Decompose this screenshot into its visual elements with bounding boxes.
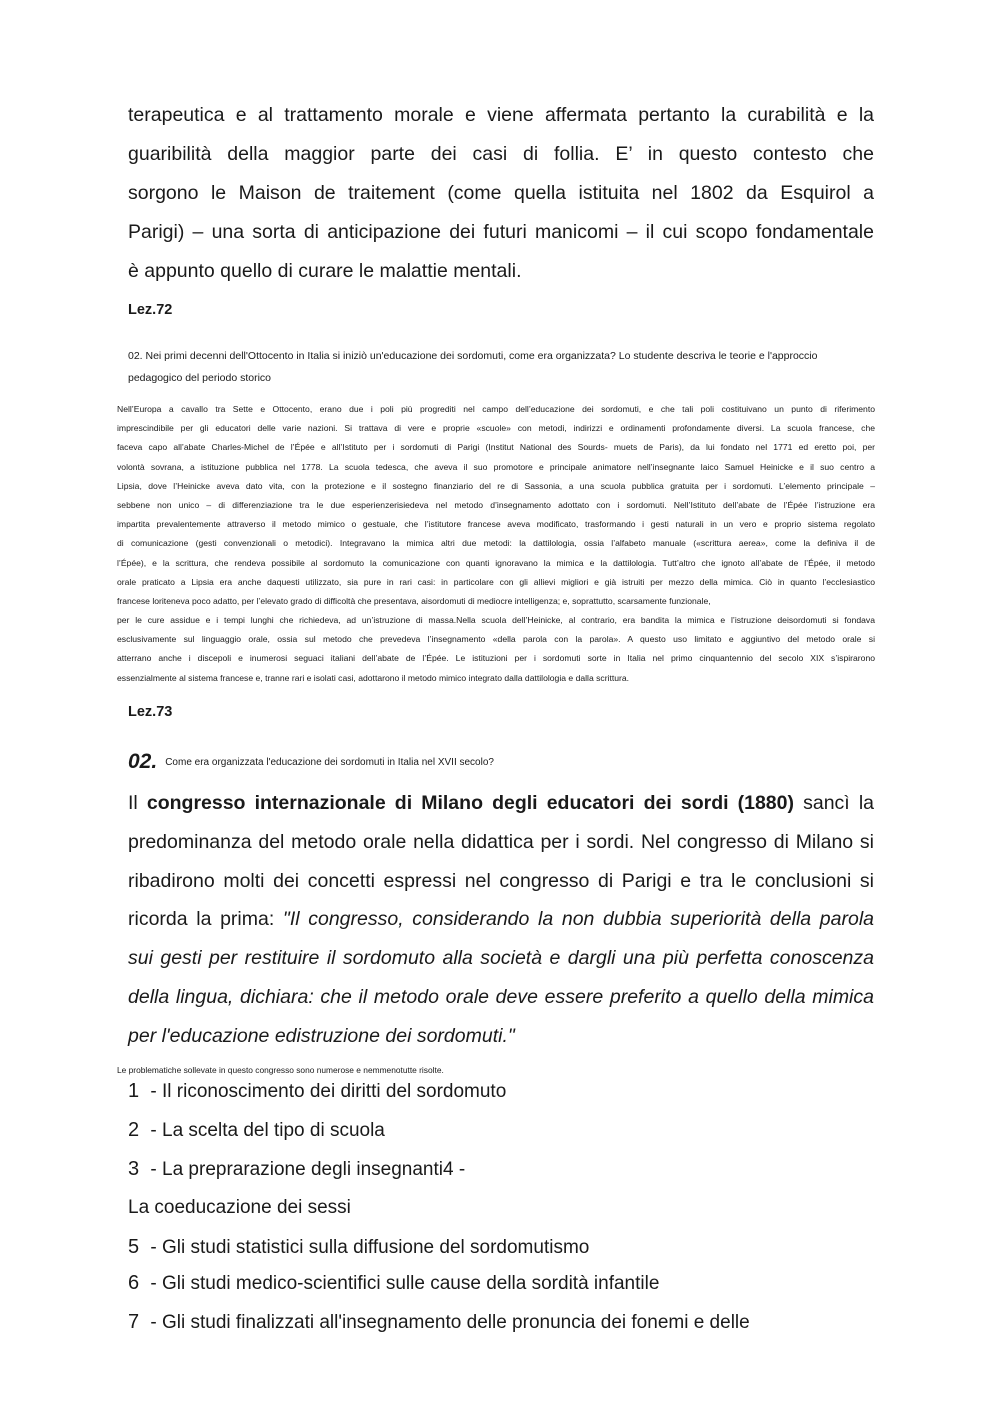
paragraph-line: guaribilità della maggior parte dei casi di follia. E’ in questo contesto che: [128, 143, 874, 165]
intro-paragraph: [128, 96, 874, 291]
answer-line: ricorda la prima: "Il congresso, considerando la non dubbia superiorità della parola: [128, 908, 874, 931]
lesson-73-answer: [128, 784, 874, 1056]
answer-line: atterrano anche i discepoli e inumerosi seguaci italiani dell’abate de l’Épée. Le istituzioni per i sordomuti sorte in Italia nel primo cinquantennio del secolo XIX s’ispirarono: [117, 653, 875, 664]
list-item: 6 - Gli studi medico-scientifici sulle cause della sordità infantile: [128, 1272, 660, 1294]
paragraph-line: sorgono le Maison de traitement (come quella istituita nel 1802 da Esquirol a: [128, 182, 874, 204]
lesson-heading-73: Lez.73: [128, 704, 173, 720]
answer-line: Lipsia, dove l’Heinicke aveva dato vita, con la protezione e il sostegno finanziario del re di Sassonia, a una scuola pubblica gratuita per i sordomuti. L’elemento principale –: [117, 480, 875, 491]
question-text: Come era organizzata l'educazione dei sordomuti in Italia nel XVII secolo?: [165, 757, 494, 768]
answer-line: francese loriteneva poco adatto, per l’elevato grado di difficoltà che presentava, aisordomuti di mediocre intelligenza; e, soprattutto, scarsamente funzionale,: [117, 595, 711, 606]
list-item: 3 - La preprarazione degli insegnanti4 -: [128, 1158, 466, 1180]
answer-line: predominanza del metodo orale nella didattica per i sordi. Nel congresso di Milano si: [128, 830, 874, 853]
question-line: pedagogico del periodo storico: [128, 372, 272, 384]
answer-line: orale praticato a Lipsia era anche daquesti utilizzato, sia pure in rari casi: in particolare con gli allievi migliori e già istruiti per mezzo della mimica. Ciò in quanto l’ecclesiastico: [117, 576, 875, 587]
list-item: 5 - Gli studi statistici sulla diffusione del sordomutismo: [128, 1236, 590, 1258]
answer-line: ribadirono molti dei concetti espressi nel congresso di Parigi e tra le conclusioni si: [128, 869, 874, 892]
answer-line: volontà sovrana, a istituzione pubblica nel 1778. La scuola tedesca, che aveva il suo promotore e principale animatore nell’insegnante laico Samuel Heinicke e il suo centro a: [117, 461, 875, 472]
lesson-73-question: [128, 750, 494, 774]
question-number: 02.: [128, 750, 158, 773]
quote-line: sui gesti per restituire il sordomuto alla società e dargli una più perfetta conoscenza: [128, 947, 874, 970]
congress-name: congresso internazionale di Milano degli educatori dei sordi (1880): [146, 792, 794, 814]
answer-line: di comunicazione (gesti convenzionali o metodici). Integravano la mimica altri due metodi: la dattilologia, ossia l’alfabeto manuale («scrittura aerea», come la definiva il de: [117, 538, 875, 549]
answer-line: impartita prevalentemente attraverso il metodo mimico o gestuale, che l’istitutore francese aveva modificato, trasformando i gesti naturali in un vero e proprio sistema regolato: [117, 519, 875, 530]
paragraph-line: terapeutica e al trattamento morale e viene affermata pertanto la curabilità e la: [128, 104, 874, 126]
paragraph-line: Parigi) – una sorta di anticipazione dei futuri manicomi – il cui scopo fondamentale: [128, 221, 874, 243]
list-item: 7 - Gli studi finalizzati all'insegnamento delle pronuncia dei fonemi e delle: [128, 1311, 750, 1333]
list-item: 1 - Il riconoscimento dei diritti del sordomuto: [128, 1080, 507, 1102]
answer-line: Nell’Europa a cavallo tra Sette e Ottocento, erano due i poli più progrediti nel campo dell’educazione dei sordomuti, e che tali poli costituivano un punto di riferimento: [117, 404, 875, 414]
quote-line: della lingua, dichiara: che il metodo orale deve essere preferito a quello della mimica: [128, 985, 874, 1008]
answer-line: sebbene non unico – di differenziazione tra le due esperienzerisiedeva nel metodo d’insegnamento adottato con i sordomuti. Nell’Istituto dell’abate de l’Épée l’istruzione era: [117, 499, 875, 510]
quote-text: "Il congresso, considerando la non dubbia superiorità della parola: [282, 908, 874, 931]
answer-line: esclusivamente sul linguaggio orale, ossia sul metodo che prevedeva l’insegnamento «della parola con la parola». A questo uso limitato e aggiuntivo del metodo orale si: [117, 634, 875, 645]
list-item: 2 - La scelta del tipo di scuola: [128, 1119, 385, 1141]
answer-line: faceva capo all’abate Charles-Michel de l’Épée e all’Istituto per i sordomuti di Parigi (Institut National des Sourds- muets de Paris), da lui fondato nel 1771 ed eretto poi, per: [117, 442, 875, 453]
answer-line: per le cure assidue e i tempi lunghi che richiedeva, ad un’istruzione di massa.Nella scuola dell’Heinicke, al contrario, era bandita la mimica e l’istruzione deisordomuti si fondava: [117, 615, 875, 625]
small-note: Le problematiche sollevate in questo congresso sono numerose e nemmenotutte risolte.: [117, 1065, 444, 1075]
answer-line: Il congresso internazionale di Milano degli educatori dei sordi (1880) sancì la: [128, 792, 874, 814]
answer-line: essenzialmente al sistema francese e, tranne rari e isolati casi, adottarono il metodo mimico integrato dalla dattilologia e dalla scrittura.: [117, 672, 630, 683]
paragraph-line: è appunto quello di curare le malattie mentali.: [128, 260, 522, 282]
answer-line: l’Épée), e la scrittura, che rendeva possibile al sordomuto la comunicazione con quanti ignoravano la mimica e la dattilologia. Tutt’altro che ignoto all’abate de l’Épée, il metodo: [117, 557, 875, 568]
lesson-heading-72: Lez.72: [128, 302, 173, 318]
list-item: La coeducazione dei sessi: [128, 1197, 351, 1218]
question-line: 02. Nei primi decenni dell'Ottocento in Italia si iniziò un'educazione dei sordomuti, come era organizzata? Lo studente descriva le teorie e l'approccio: [128, 350, 818, 362]
answer-line: imprescindibile per gli educatori delle varie nazioni. Si trattava di vere e proprie «scuole» con metodi, indirizzi e ordinamenti profondamente diversi. La scuola francese, che: [117, 423, 875, 434]
lesson-72-answer-part1: [117, 400, 875, 611]
lesson-72-question: [128, 345, 884, 389]
lesson-72-answer-part2: [117, 611, 875, 688]
quote-line: per l'educazione edistruzione dei sordomuti.": [128, 1024, 515, 1047]
